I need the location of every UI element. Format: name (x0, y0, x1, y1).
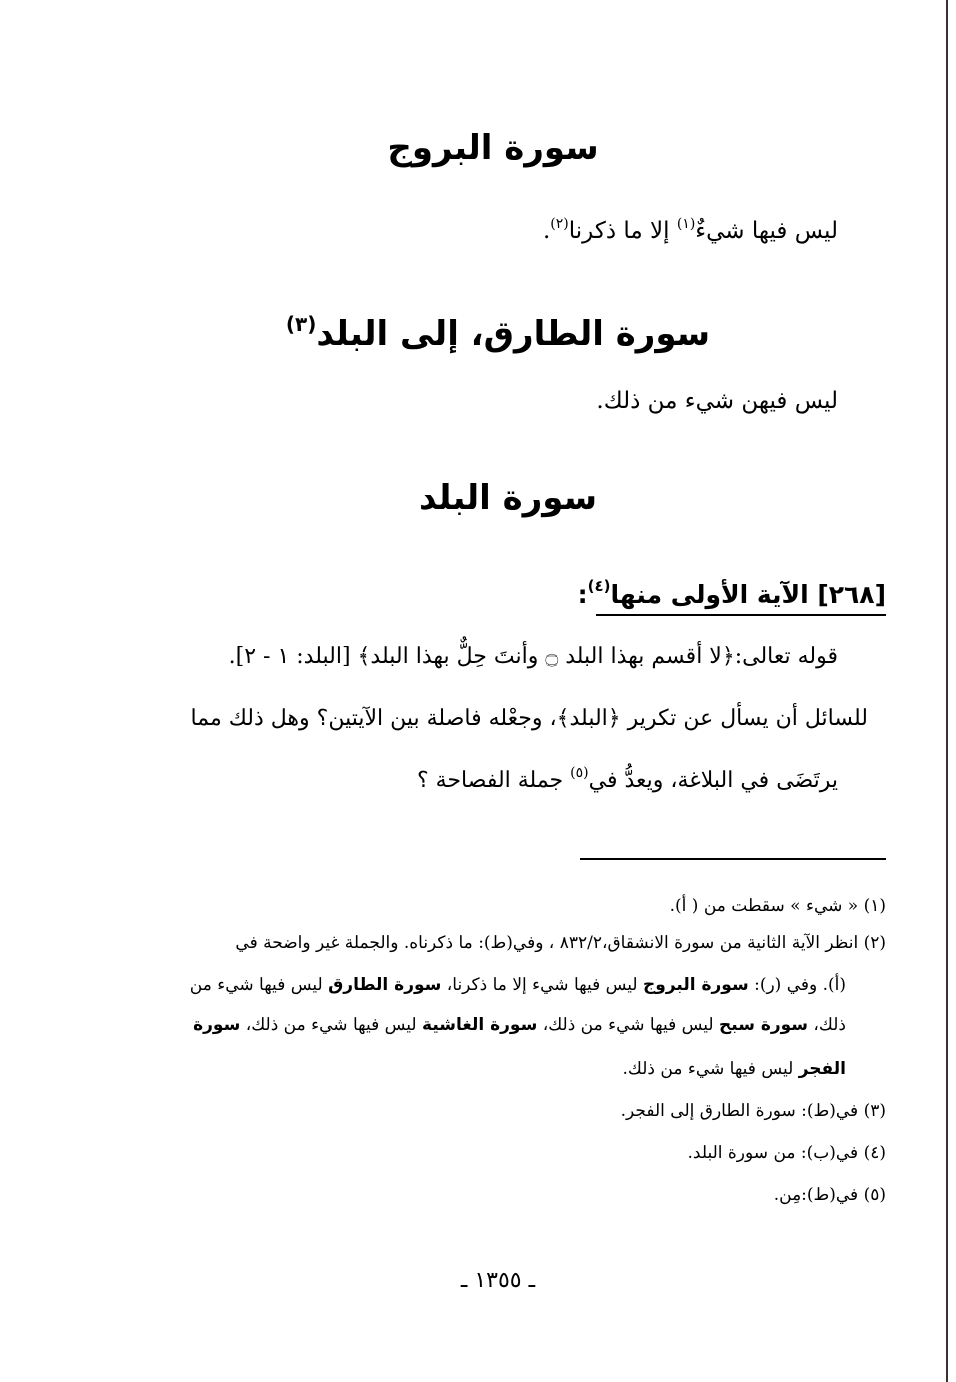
surah-title-tariq-to-balad: سورة الطارق، إلى البلد$^{(٣)}$ (285, 312, 711, 354)
question-line-2: يرتَضَى في البلاغة، ويعدُّ في$^{(٥)}$ جملة الفصاحة ؟ (416, 765, 838, 793)
footnote-2-line-4: الفجر ليس فيها شيء من ذلك. (622, 1059, 846, 1079)
footnote-2-line-2: (أ). وفي (ر): سورة البروج ليس فيها شيء إلا ما ذكرنا، سورة الطارق ليس فيها شيء من (189, 975, 846, 995)
footnote-ref-3: (٣) (285, 312, 317, 336)
footnote-ref-1: (١) (676, 216, 696, 232)
scan-edge-line (946, 0, 948, 1382)
page-number: ـ ١٣٥٥ ـ (460, 1268, 536, 1293)
footnote-2-line-1: (٢) انظر الآية الثانية من سورة الانشقاق،٨٣٢/٢ ، وفي(ط): ما ذكرناه. والجملة غير واضحة في (235, 933, 886, 953)
section-number: [٢٦٨] (817, 580, 886, 609)
footnote-ref-5: (٥) (570, 765, 589, 781)
footnote-5: (٥) في(ط):مِن. (773, 1185, 886, 1205)
tariq-line: ليس فيهن شيء من ذلك. (596, 388, 838, 414)
surah-title-balad: سورة البلد (418, 478, 598, 518)
surah-title-buruj: سورة البروج (387, 128, 599, 168)
footnote-ref-2: (٢) (550, 216, 569, 232)
footnote-4: (٤) في(ب): من سورة البلد. (687, 1143, 886, 1163)
question-line-1: للسائل أن يسأل عن تكرير ﴿البلد﴾، وجعْله فاصلة بين الآيتين؟ وهل ذلك مما (190, 706, 868, 731)
footnote-ref-4: (٤) (587, 577, 611, 595)
buruj-line: ليس فيها شيءٌ$^{(١)}$ إلا ما ذكرنا$^{(٢)}$. (542, 216, 838, 244)
footnote-3: (٣) في(ط): سورة الطارق إلى الفجر. (620, 1101, 886, 1121)
section-heading: [٢٦٨] الآية الأولى منها$^{(٤)}$: (72, 566, 886, 616)
footnote-1: (١) « شيء » سقطت من ( أ). (669, 896, 886, 916)
footnote-separator (580, 858, 886, 860)
footnote-2-line-3: ذلك، سورة سبح ليس فيها شيء من ذلك، سورة الغاشية ليس فيها شيء من ذلك، سورة (193, 1015, 846, 1035)
heading-underline (596, 614, 886, 616)
verse-line: قوله تعالى:﴿لا أقسم بهذا البلد ۝ وأنتَ حِلٌّ بهذا البلد﴾ [البلد: ١ - ٢]. (228, 644, 838, 669)
